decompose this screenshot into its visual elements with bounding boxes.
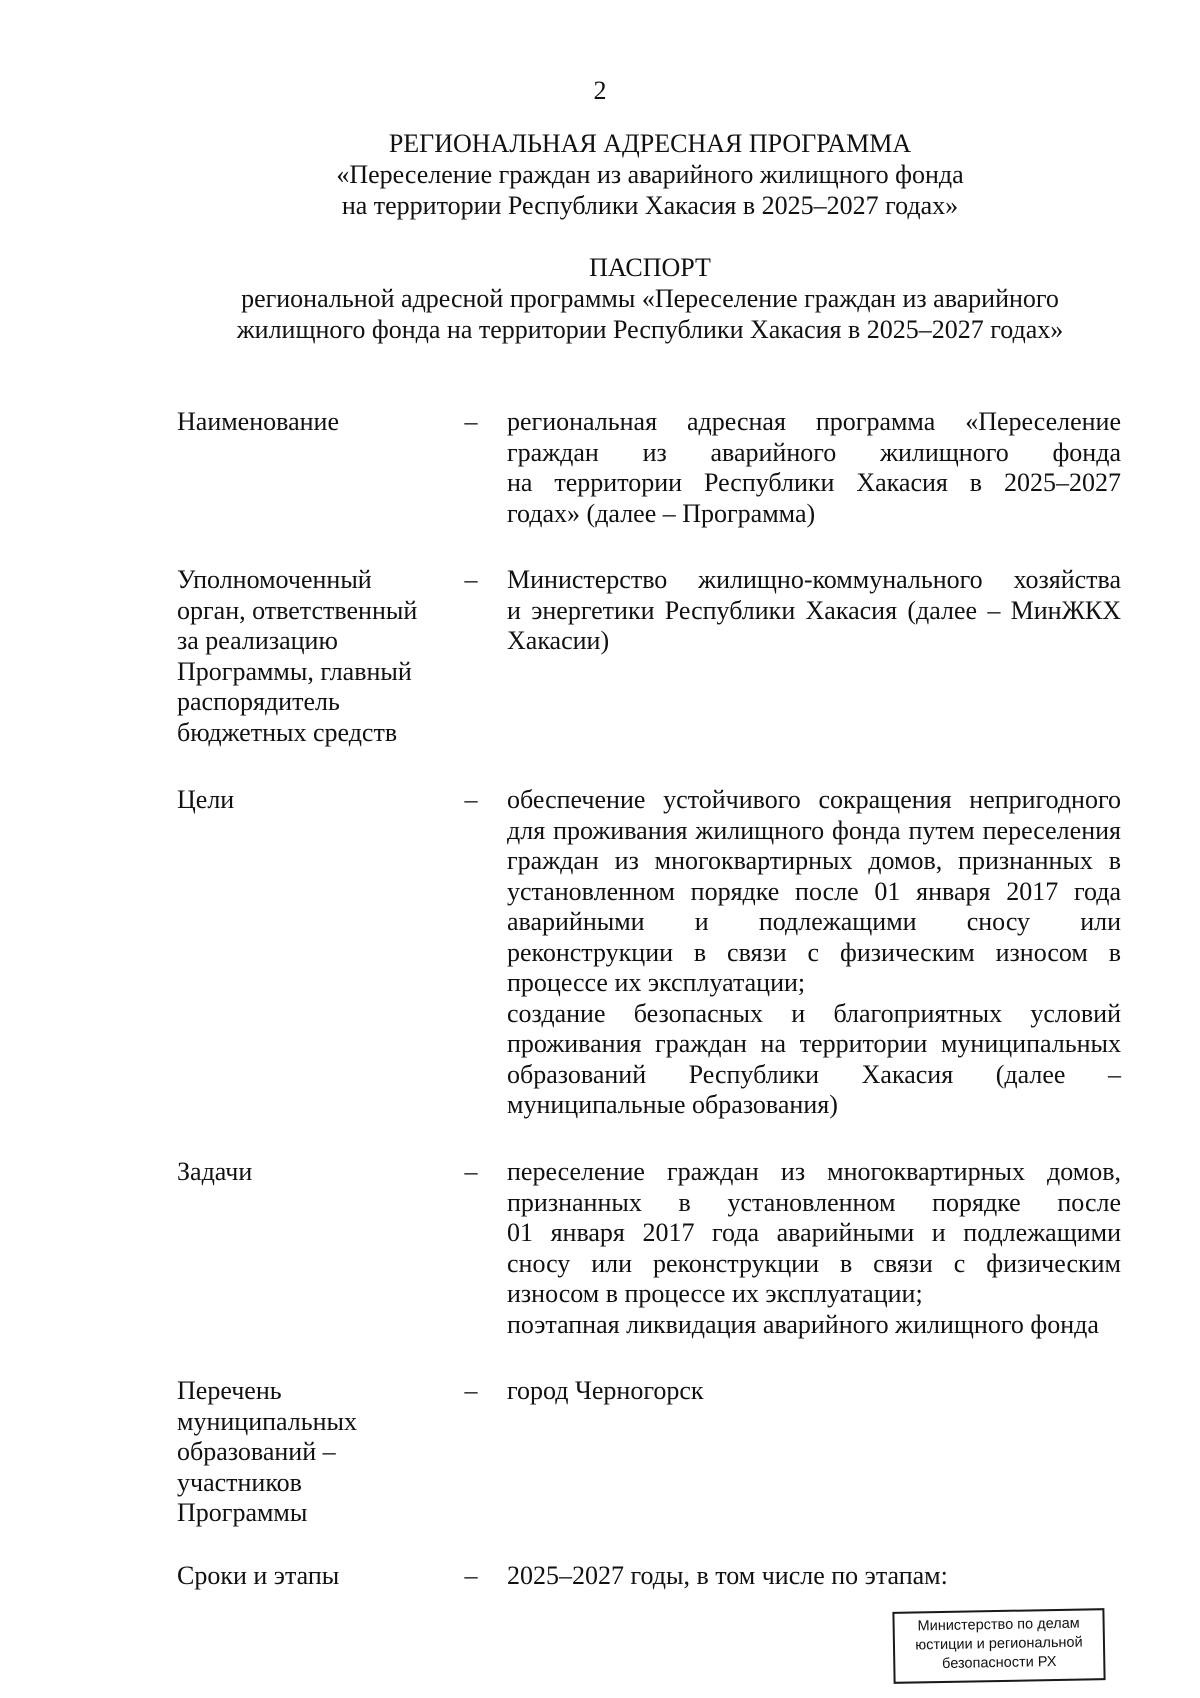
row-label bbox=[177, 1157, 447, 1188]
label-line: Программы, главный bbox=[177, 656, 412, 686]
value-line: образований Республики Хакасия (далее – bbox=[507, 1059, 1121, 1089]
value-line: муниципальные образования) bbox=[507, 1090, 838, 1119]
value-line: для проживания жилищного фонда путем переселения bbox=[507, 815, 1121, 845]
value-line: годах» (далее – Программа) bbox=[507, 498, 816, 528]
label-line: Сроки и этапы bbox=[177, 1561, 340, 1590]
program-subtitle-line-1: «Переселение граждан из аварийного жилищного фонда bbox=[336, 160, 964, 189]
row-label bbox=[177, 785, 447, 816]
label-line: за реализацию bbox=[177, 626, 338, 655]
label-line: Программы bbox=[177, 1498, 308, 1527]
value-line: город Черногорск bbox=[507, 1376, 704, 1405]
stamp-line: юстиции и региональной bbox=[915, 1634, 1083, 1654]
row-value bbox=[507, 785, 1121, 1121]
value-line: сносу или реконструкции в связи с физическим bbox=[507, 1248, 1121, 1278]
value-line: установленном порядке после 01 января 2017 года bbox=[507, 876, 1121, 906]
value-line: переселение граждан из многоквартирных домов, bbox=[507, 1157, 1121, 1186]
page-number: 2 bbox=[593, 76, 607, 105]
row-value bbox=[507, 1561, 1121, 1592]
program-subtitle-line-2: на территории Республики Хакасия в 2025–2027 годах» bbox=[341, 191, 959, 220]
passport-subtitle-line-2: жилищного фонда на территории Республики Хакасия в 2025–2027 годах» bbox=[236, 315, 1064, 344]
value-line: граждан из многоквартирных домов, признанных в bbox=[507, 846, 1121, 875]
label-line: Уполномоченный bbox=[177, 565, 372, 594]
value-line: граждан из аварийного жилищного фонда bbox=[507, 437, 1121, 467]
passport-title: ПАСПОРТ bbox=[589, 253, 711, 282]
value-line: на территории Республики Хакасия в 2025–2027 bbox=[507, 468, 1121, 497]
row-value bbox=[507, 407, 1121, 529]
value-line: 01 января 2017 года аварийными и подлежащими bbox=[507, 1218, 1121, 1247]
label-line: Перечень bbox=[177, 1376, 282, 1405]
row-dash: – bbox=[464, 785, 478, 814]
label-line: Наименование bbox=[177, 407, 339, 436]
value-line: поэтапная ликвидация аварийного жилищного фонда bbox=[507, 1309, 1099, 1339]
row-dash: – bbox=[464, 1157, 478, 1186]
stamp-line: Министерство по делам bbox=[917, 1615, 1080, 1635]
passport-header bbox=[200, 252, 1100, 345]
label-line: орган, ответственный bbox=[177, 595, 418, 625]
row-value bbox=[507, 565, 1121, 657]
label-line: муниципальных bbox=[177, 1406, 358, 1436]
program-title: РЕГИОНАЛЬНАЯ АДРЕСНАЯ ПРОГРАММА bbox=[388, 129, 912, 158]
value-line: процессе их эксплуатации; bbox=[507, 968, 806, 997]
value-line: износом в процессе их эксплуатации; bbox=[507, 1279, 923, 1308]
label-line: образований – bbox=[177, 1437, 336, 1466]
value-line: проживания граждан на территории муниципальных bbox=[507, 1029, 1121, 1058]
row-label bbox=[177, 565, 447, 748]
value-line: 2025–2027 годы, в том числе по этапам: bbox=[507, 1561, 948, 1590]
label-line: распорядитель bbox=[177, 687, 340, 716]
row-dash: – bbox=[464, 1561, 478, 1590]
row-value bbox=[507, 1376, 1121, 1407]
value-line: создание безопасных и благоприятных условий bbox=[507, 998, 1121, 1028]
value-line: обеспечение устойчивого сокращения непригодного bbox=[507, 785, 1121, 814]
row-value bbox=[507, 1157, 1121, 1340]
program-header bbox=[200, 128, 1100, 221]
label-line: Цели bbox=[177, 785, 235, 814]
label-line: Задачи bbox=[177, 1157, 253, 1186]
row-label bbox=[177, 1376, 447, 1529]
label-line: участников bbox=[177, 1467, 302, 1497]
value-line: аварийными и подлежащими сносу или bbox=[507, 907, 1121, 936]
value-line: региональная адресная программа «Переселение bbox=[507, 407, 1121, 436]
value-line: реконструкции в связи с физическим износом в bbox=[507, 937, 1121, 967]
stamp-line: безопасности РХ bbox=[941, 1654, 1057, 1672]
value-line: и энергетики Республики Хакасия (далее – МинЖКХ bbox=[507, 595, 1121, 625]
label-line: бюджетных средств bbox=[177, 717, 398, 747]
value-line: признанных в установленном порядке после bbox=[507, 1187, 1121, 1217]
passport-subtitle-line-1: региональной адресной программы «Переселение граждан из аварийного bbox=[241, 284, 1059, 313]
value-line: Министерство жилищно-коммунального хозяйства bbox=[507, 565, 1121, 594]
row-dash: – bbox=[464, 407, 478, 436]
registration-stamp bbox=[892, 1608, 1105, 1684]
value-line: Хакасии) bbox=[507, 626, 610, 655]
row-label bbox=[177, 407, 447, 438]
row-dash: – bbox=[464, 565, 478, 594]
row-dash: – bbox=[464, 1376, 478, 1405]
row-label bbox=[177, 1561, 447, 1592]
